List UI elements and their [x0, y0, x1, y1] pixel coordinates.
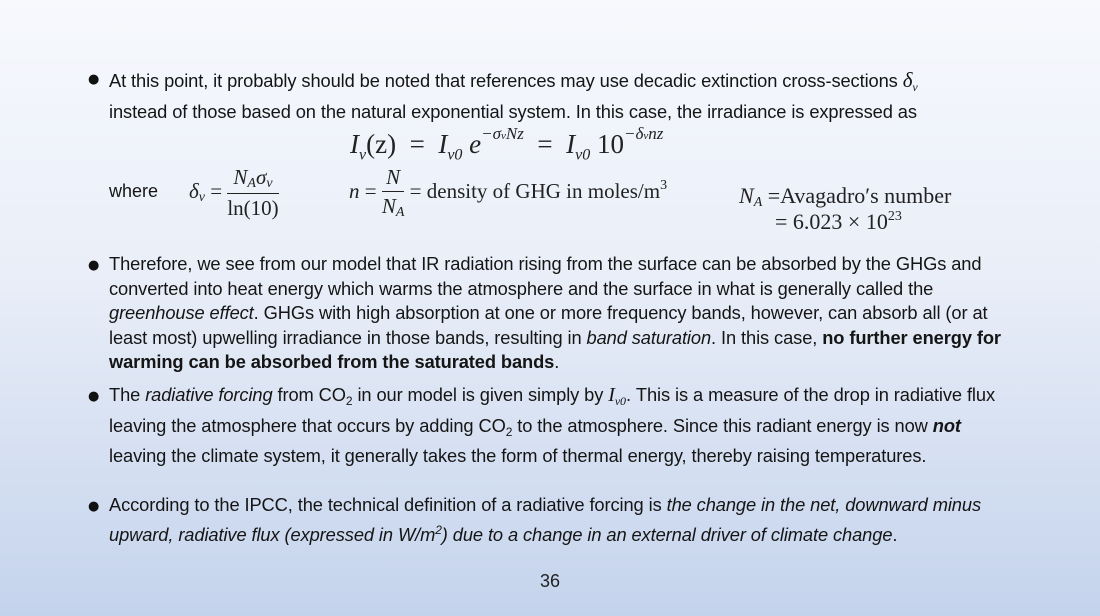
n-definition	[349, 165, 667, 221]
bullet-2-text	[109, 252, 1009, 375]
bullet-3-text	[109, 383, 1009, 469]
co2-sub-1: 2	[345, 394, 353, 408]
na-lhs: N	[739, 183, 754, 208]
eq-mid-base: e	[469, 129, 482, 159]
b3-part4: in our model is given simply by	[352, 384, 609, 405]
delta-symbol: δ	[902, 68, 913, 92]
b4-definition-sup: 2	[435, 522, 442, 537]
b4-definition-b: ) due to a change in an external driver of climate change	[441, 523, 893, 545]
delta-fraction	[227, 165, 278, 221]
n-lhs: n	[349, 178, 360, 203]
bullet-1-line2: instead of those based on the natural exponential system. In this case, the irradiance is expressed as	[109, 100, 917, 122]
na-value-text: = 6.023 × 10	[775, 209, 888, 234]
b4-part4: .	[892, 523, 898, 545]
n-equals: =	[364, 178, 377, 203]
radiative-forcing-term: radiative forcing	[145, 384, 273, 405]
co2-sub-2: 2	[505, 424, 513, 439]
b2-part5: . In this case,	[711, 326, 823, 348]
not-emphasis: not	[932, 414, 961, 436]
n-numerator: N	[382, 165, 405, 192]
b2-part1: Therefore, we see from our model that IR radiation rising from the surface can be absorbed by the GHGs and converted into heat energy which warms the atmosphere and the surface in what is generally called the	[109, 253, 982, 299]
bullet-3-marker: ●	[88, 389, 100, 404]
eq-rhs-exp-sub: ν	[643, 130, 649, 142]
bullet-4-text	[109, 493, 1009, 547]
na-lhs-sub: A	[753, 195, 763, 210]
n-denominator	[382, 192, 405, 221]
b3-part3: from CO	[272, 384, 346, 405]
eq-mid: I	[438, 129, 448, 159]
delta-num-sigma-sub: ν	[266, 176, 273, 191]
n-fraction	[382, 165, 405, 221]
greenhouse-effect-term: greenhouse effect	[109, 302, 254, 323]
eq-rhs-exp	[624, 124, 663, 143]
band-saturation-term: band saturation	[586, 326, 712, 348]
delta-equals: =	[210, 178, 223, 203]
b3-math-i: I	[608, 384, 615, 406]
eq-lhs: I	[350, 129, 359, 159]
delta-num-n: N	[233, 165, 248, 189]
eq-mid-exp-sub: ν	[501, 130, 506, 142]
b4-definition-a: the change in the net, downward minus upward, radiative flux (expressed in W/m	[109, 494, 981, 545]
delta-num-sigma: σ	[255, 165, 267, 189]
eq-rhs-sub: ν0	[575, 146, 591, 164]
delta-symbol-sub: ν	[912, 80, 918, 94]
eq-mid-exp	[481, 124, 524, 143]
bullet-1-text	[109, 68, 1009, 124]
na-definition	[739, 183, 951, 211]
irradiance-equation	[350, 124, 664, 164]
n-den-sub: A	[395, 205, 405, 220]
b3-math-sub: ν0	[614, 394, 626, 408]
b3-part6: . This is a measure of the drop in radiative flux leaving the atmosphere that occurs by adding CO	[109, 384, 995, 436]
eq-rhs-exp-tail: nz	[648, 124, 664, 143]
eq-lhs-sub: ν	[359, 146, 367, 164]
eq-rhs: I	[566, 129, 576, 159]
eq-equals-2: =	[537, 129, 553, 159]
b3-part7: to the atmosphere. Since this radiant energy is now	[512, 414, 933, 436]
eq-mid-sub: ν0	[447, 146, 463, 164]
bullet-2-marker: ●	[88, 258, 100, 273]
where-label: where	[109, 181, 159, 201]
delta-num-sub: A	[247, 176, 256, 191]
n-description-sup: 3	[660, 177, 668, 193]
bullet-1-line1: At this point, it probably should be noted that references may use decadic extinction cross-sections	[109, 70, 903, 91]
b3-part9: leaving the climate system, it generally takes the form of thermal energy, thereby raising temperatures.	[109, 445, 927, 466]
na-value-sup: 23	[887, 209, 902, 224]
page-number: 36	[539, 571, 561, 591]
b2-part7: .	[554, 351, 560, 372]
b4-part1: According to the IPCC, the technical definition of a radiative forcing is	[109, 494, 667, 515]
eq-rhs-exp-a: −δ	[623, 124, 644, 143]
delta-lhs: δ	[189, 178, 199, 203]
n-den-n: N	[381, 194, 396, 218]
where-definitions	[109, 165, 1009, 235]
eq-equals-1: =	[409, 129, 425, 159]
b3-part1: The	[109, 384, 146, 405]
delta-lhs-sub: ν	[198, 189, 205, 205]
eq-mid-exp-tail: Nz	[505, 124, 524, 143]
bullet-4-marker: ●	[88, 499, 100, 514]
delta-numerator	[227, 165, 278, 194]
na-value	[775, 209, 902, 235]
eq-mid-exp-a: −σ	[481, 124, 502, 143]
delta-denominator: ln(10)	[227, 196, 279, 220]
b2-part3: . GHGs with high absorption at one or more frequency bands, however, can absorb all (or at least most) upwelling irradiance in those bands, resulting in	[109, 302, 988, 348]
n-description: = density of GHG in moles/m	[409, 178, 661, 203]
eq-rhs-base: 10	[596, 129, 624, 159]
eq-lhs-arg: (z)	[366, 129, 397, 159]
bullet-1-marker: ●	[88, 72, 100, 87]
saturated-bands-emphasis: no further energy for warming can be absorbed from the saturated bands	[109, 326, 1001, 372]
na-description: =Avagadro′s number	[767, 183, 952, 208]
delta-definition	[189, 165, 279, 221]
